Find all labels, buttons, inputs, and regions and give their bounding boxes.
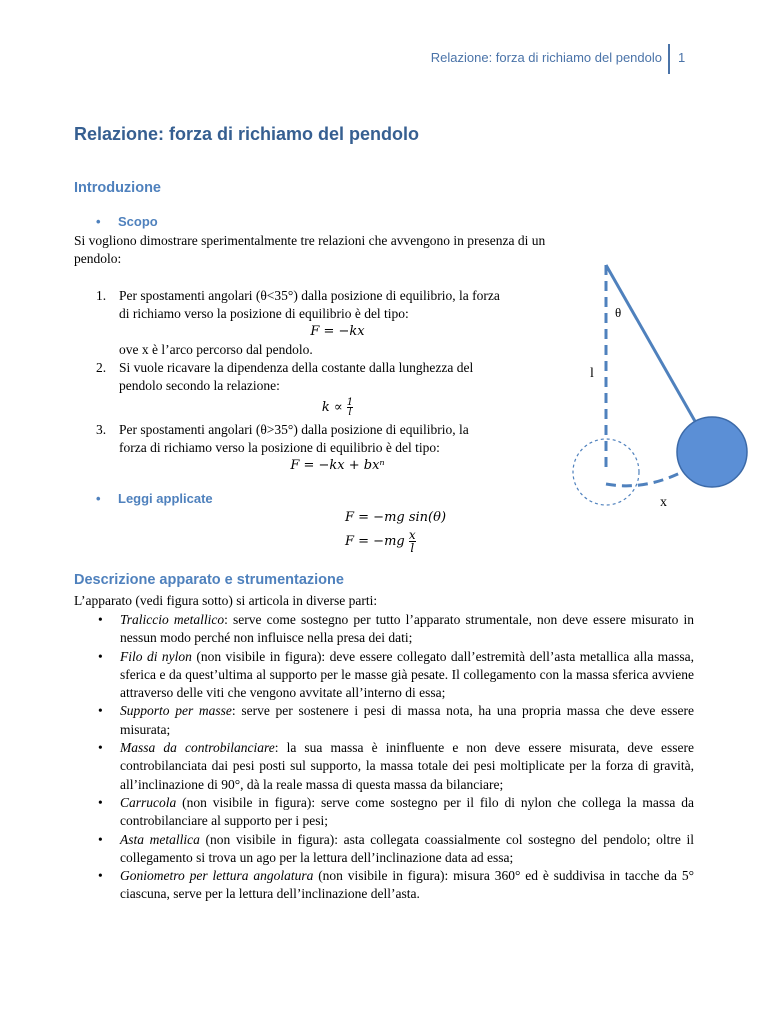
formula-nonlinear: F = −kx + bxⁿ <box>290 458 385 473</box>
fraction-numerator: x <box>408 528 416 542</box>
bullet: • <box>98 831 103 847</box>
intro-text-line1: Si vogliono dimostrare sperimentalmente tre relazioni che avvengono in presenza di un <box>74 233 546 248</box>
bullet: • <box>98 648 103 664</box>
relation-note: ove x è l’arco percorso dal pendolo. <box>119 342 313 357</box>
bullet-icon: • <box>96 214 101 229</box>
equipment-desc: : la sua massa è ininfluente e non deve essere misurata, deve essere controbilanciata dai pesi posti sul supporto, la massa totale dei pesi moltiplicate per la forza di gravità, all’inclinazione di 90°, dà la reale massa di questa massa da bilanciare; <box>120 740 695 792</box>
relation-number: 2. <box>96 360 107 375</box>
relation-line: di richiamo verso la posizione di equilibrio è del tipo: <box>119 306 409 321</box>
formula-proportional <box>119 395 556 421</box>
bullet-icon: • <box>96 491 101 506</box>
equipment-term: Massa da controbilanciare <box>120 740 275 756</box>
formula-hooke: F = −kx <box>310 324 365 339</box>
equipment-item <box>96 739 694 794</box>
relation-item-2 <box>96 359 556 421</box>
law-2-left: F = −mg <box>345 534 409 549</box>
equipment-item <box>96 611 694 648</box>
equipment-term: Carrucola <box>120 794 177 810</box>
law-2 <box>345 526 545 558</box>
equipment-desc: (non visibile in figura): deve essere collegato dall’estremità dell’asta metallica alla massa, sferica e da quest’ultima al supporto per le masse già pesate. Il collegamento con la massa sferica avviene attraverso delle viti che vengono avvitate all’interno di essa; <box>120 648 695 701</box>
bullet: • <box>98 703 103 719</box>
intro-heading: Introduzione <box>74 180 161 196</box>
equipment-item <box>96 794 694 831</box>
relations-list <box>96 287 556 475</box>
equipment-term: Filo di nylon <box>120 648 192 664</box>
relation-number: 1. <box>96 288 107 303</box>
relation-line: pendolo secondo la relazione: <box>119 378 280 393</box>
relation-item-1 <box>96 287 556 359</box>
theta-label: θ <box>615 305 622 320</box>
leggi-label: Leggi applicate <box>118 491 213 506</box>
equipment-term: Traliccio metallico <box>120 612 225 627</box>
law-1: F = −mg sin(θ) <box>345 510 447 525</box>
formula-left: k ∝ <box>321 400 347 415</box>
equipment-desc: (non visibile in figura): asta collegata coassialmente col sostegno del pendolo; oltre il collegamento si trova un ago per la lettura dell’inclinazione data ad essa; <box>120 831 694 865</box>
fraction-denominator: l <box>410 541 415 555</box>
equipment-term: Supporto per masse <box>120 703 232 719</box>
pendulum-bob <box>677 417 747 487</box>
equipment-desc: : serve come sostegno per tutto l’apparato strumentale, non deve essere misurato in nessun modo perché non influisce nella presa dei dati; <box>120 612 694 646</box>
bullet: • <box>98 794 103 810</box>
equipment-term: Asta metallica <box>120 831 200 847</box>
fraction-denominator: l <box>348 407 352 418</box>
header-divider <box>668 44 670 74</box>
bullet: • <box>98 740 103 756</box>
relation-line: Per spostamenti angolari (θ<35°) dalla posizione di equilibrio, la forza <box>119 288 500 303</box>
scopo-bullet <box>96 214 158 229</box>
equipment-list <box>96 611 694 904</box>
equipment-item <box>96 702 694 739</box>
intro-text-line2: pendolo: <box>74 251 122 266</box>
equipment-intro: L’apparato (vedi figura sotto) si articola in diverse parti: <box>74 593 378 608</box>
document-title: Relazione: forza di richiamo del pendolo <box>74 124 420 144</box>
equipment-term: Goniometro per lettura angolatura <box>120 868 314 884</box>
bullet: • <box>98 612 103 627</box>
equipment-item <box>96 831 694 868</box>
relation-line: forza di richiamo verso la posizione di equilibrio è del tipo: <box>119 440 440 455</box>
page-number: 1 <box>678 50 686 65</box>
relation-item-3 <box>96 421 556 475</box>
fraction-numerator: 1 <box>346 397 354 408</box>
equipment-desc: : serve per sostenere i pesi di massa nota, ha una propria massa che deve essere misurata; <box>120 703 695 737</box>
equipment-desc: (non visibile in figura): serve come sostegno per il filo di nylon che collega la massa da controbilanciare al supporto per i pesi; <box>120 794 694 829</box>
equipment-item <box>96 648 694 703</box>
length-label: l <box>590 366 594 381</box>
relation-number: 3. <box>96 422 107 437</box>
equipment-heading: Descrizione apparato e strumentazione <box>74 572 344 588</box>
equipment-desc: (non visibile in figura): misura 360° ed è suddivisa in tacche da 5° ciascuna, serve per la lettura dell’inclinazione dell’asta. <box>120 868 694 902</box>
pendulum-string <box>606 265 700 430</box>
leggi-bullet <box>96 491 213 506</box>
equipment-item <box>96 867 694 904</box>
bullet: • <box>98 868 103 884</box>
relation-line: Si vuole ricavare la dipendenza della costante dalla lunghezza del <box>119 360 474 375</box>
fraction <box>347 398 353 417</box>
relation-line: Per spostamenti angolari (θ>35°) dalla posizione di equilibrio, la <box>119 422 469 437</box>
header-title: Relazione: forza di richiamo del pendolo <box>430 50 662 65</box>
pendulum-diagram <box>560 260 760 520</box>
arc-label: x <box>660 495 667 510</box>
scopo-label: Scopo <box>118 214 158 229</box>
fraction <box>409 529 416 554</box>
